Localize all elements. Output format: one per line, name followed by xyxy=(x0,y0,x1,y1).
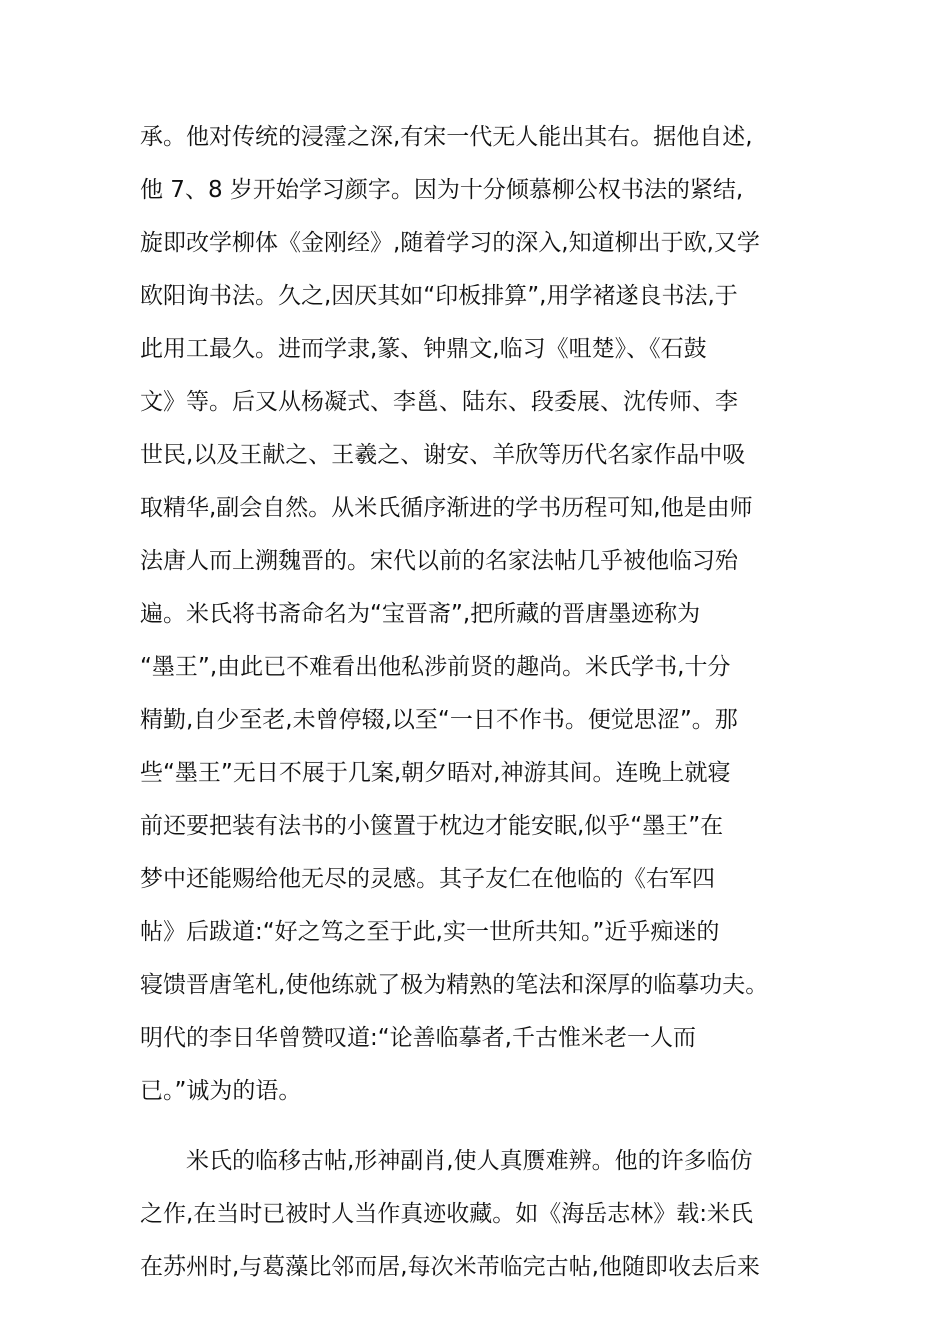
text-line: 遍。米氏将书斋命名为“宝晋斋”,把所藏的晋唐墨迹称为 xyxy=(140,601,701,627)
text-line: 精勤,自少至老,未曾停辍,以至“一日不作书。便觉思涩”。那 xyxy=(140,707,738,733)
body-text xyxy=(140,111,830,1294)
text-line: 世民,以及王献之、王羲之、谢安、羊欣等历代名家作品中吸 xyxy=(140,442,746,468)
text-line: 已。”诚为的语。 xyxy=(140,1078,302,1104)
text-line: 法唐人而上溯魏晋的。宋代以前的名家法帖几乎被他临习殆 xyxy=(140,548,738,574)
text-line: 他 7、8 岁开始学习颜字。因为十分倾慕柳公权书法的紧结, xyxy=(140,177,744,203)
paragraph-spacer xyxy=(140,1118,830,1135)
text-line: 欧阳询书法。久之,因厌其如“印板排算”,用学褚遂良书法,于 xyxy=(140,283,738,309)
text-line: 在苏州时,与葛藻比邻而居,每次米芾临完古帖,他随即收去后来 xyxy=(140,1254,760,1280)
text-line: 取精华,副会自然。从米氏循序渐进的学书历程可知,他是由师 xyxy=(140,495,753,521)
text-line: 之作,在当时已被时人当作真迹收藏。如《海岳志林》载:米氏 xyxy=(140,1201,754,1227)
paragraph-2 xyxy=(140,1135,830,1294)
text-line: 梦中还能赐给他无尽的灵感。其子友仁在他临的《右军四 xyxy=(140,866,715,892)
text-line: 承。他对传统的浸霪之深,有宋一代无人能出其右。据他自述, xyxy=(140,124,753,150)
text-line: 明代的李日华曾赞叹道:“论善临摹者,千古惟米老一人而 xyxy=(140,1025,696,1051)
text-line: 寝馈晋唐笔札,使他练就了极为精熟的笔法和深厚的临摹功夫。 xyxy=(140,972,769,998)
text-line: 文》等。后又从杨凝式、李邕、陆东、段委展、沈传师、李 xyxy=(140,389,738,415)
text-line: 帖》后跋道:“好之笃之至于此,实一世所共知。”近乎痴迷的 xyxy=(140,919,720,945)
text-line: 此用工最久。进而学隶,篆、钟鼎文,临习《咀楚》、《石鼓 xyxy=(140,336,707,362)
text-line: 些“墨王”无日不展于几案,朝夕晤对,神游其间。连晚上就寝 xyxy=(140,760,731,786)
paragraph-1 xyxy=(140,111,830,1118)
text-line: “墨王”,由此已不难看出他私涉前贤的趣尚。米氏学书,十分 xyxy=(140,654,731,680)
text-line: 旋即改学柳体《金刚经》,随着学习的深入,知道柳出于欧,又学 xyxy=(140,230,760,256)
text-line-indented: 米氏的临移古帖,形神副肖,使人真赝难辨。他的许多临仿 xyxy=(186,1148,753,1174)
text-line: 前还要把装有法书的小箧置于枕边才能安眠,似乎“墨王”在 xyxy=(140,813,724,839)
